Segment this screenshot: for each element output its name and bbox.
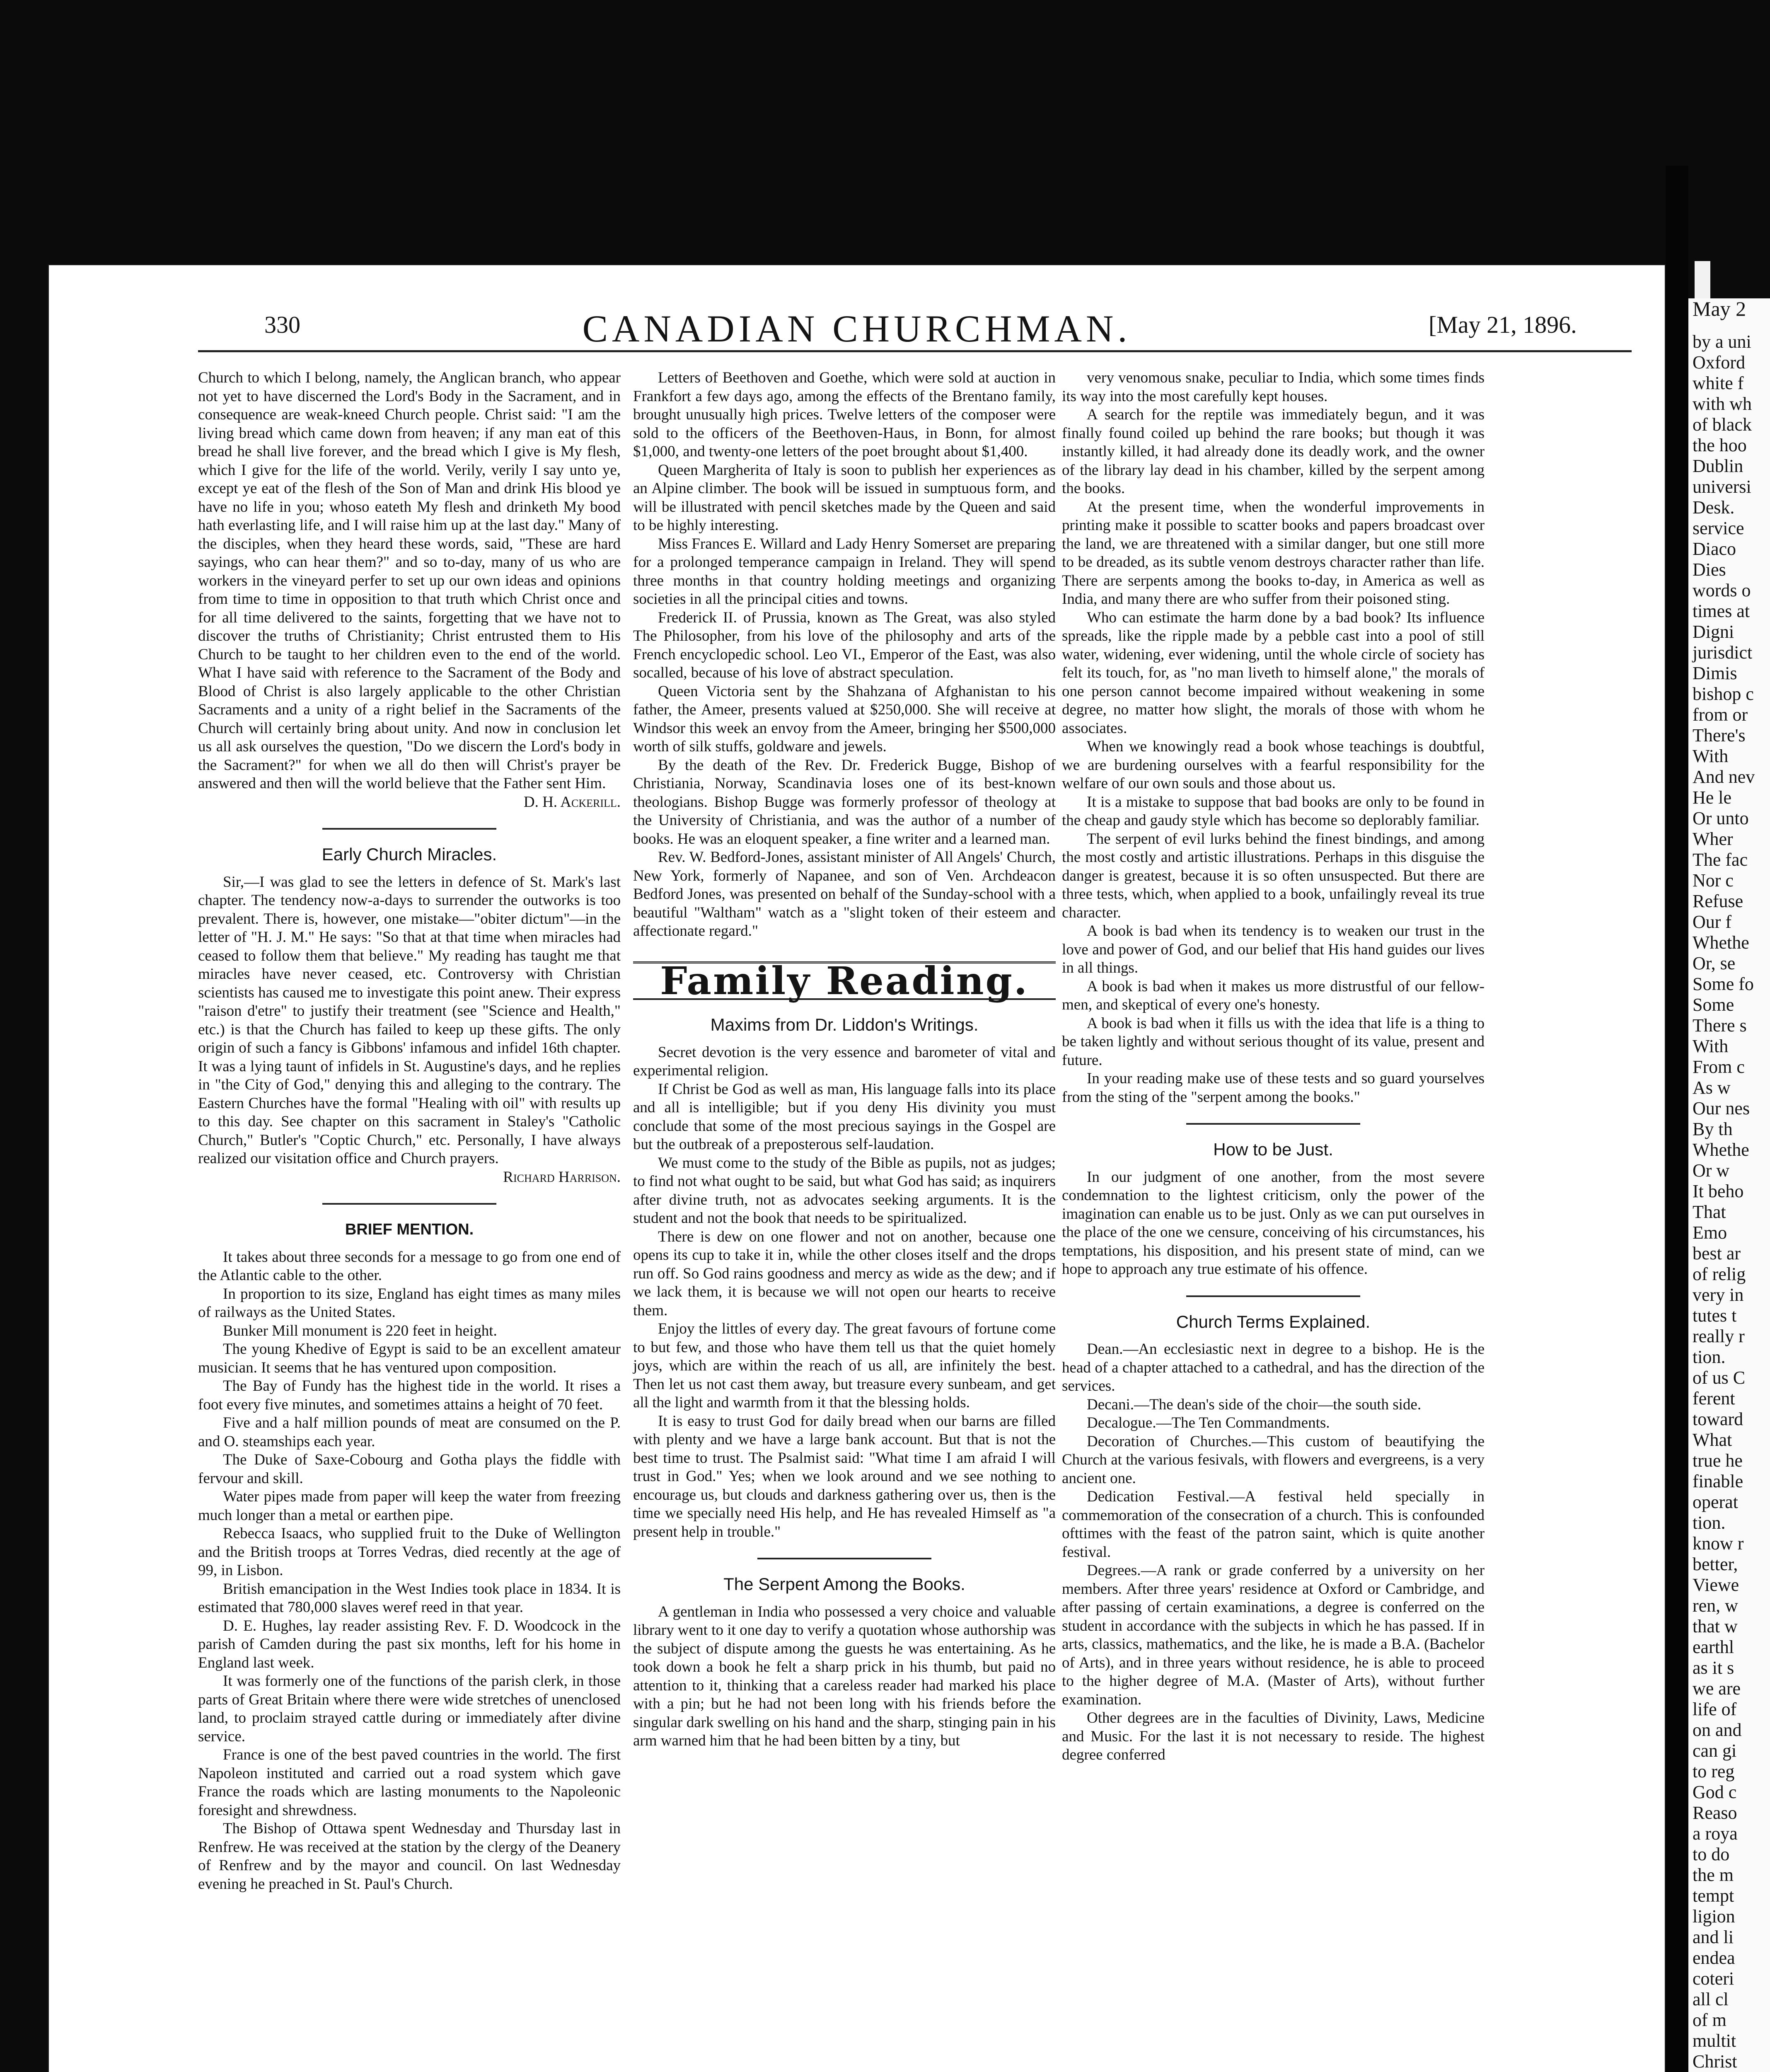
adjacent-line: Some [1693, 995, 1734, 1015]
adjacent-line: There s [1693, 1015, 1747, 1036]
adjacent-line: Dies [1693, 559, 1726, 580]
brief-mention-item: D. E. Hughes, lay reader assisting Rev. F. D. Woodcock in the parish of Camden during the past six months, left for his home in England last week. [198, 1617, 621, 1671]
maxims-heading: Maxims from Dr. Liddon's Writings. [710, 1015, 979, 1034]
adjacent-line: What [1693, 1430, 1732, 1450]
brief-mention-item: Five and a half million pounds of meat are consumed on the P. and O. steamships each year. [198, 1414, 621, 1450]
adjacent-line: the hoo [1693, 435, 1747, 455]
term-definition: Dean.—An ecclesiastic next in degree to a bishop. He is the head of a chapter attached to a cathedral, and has the direction of the services. [1062, 1341, 1485, 1394]
adjacent-line: of relig [1693, 1264, 1746, 1284]
column-3 [1062, 369, 1485, 1765]
term-definition: Decalogue.—The Ten Commandments. [1087, 1414, 1330, 1431]
adjacent-line: Or, se [1693, 953, 1736, 973]
adjacent-line: Our f [1693, 912, 1732, 932]
terms-list [1062, 1340, 1485, 1765]
adjacent-line: There's [1693, 725, 1746, 746]
news-note: Queen Margherita of Italy is soon to publish her experiences as an Alpine climber. The book will be issued in sumptuous form, and will be illustrated with pencil sketches made by the Queen and said to be highly interesting. [633, 461, 1056, 534]
adjacent-line: as it s [1693, 1658, 1734, 1678]
adjacent-line: white f [1693, 373, 1744, 393]
adjacent-line: Our nes [1693, 1098, 1750, 1118]
adjacent-line: to reg [1693, 1761, 1735, 1782]
brief-mention-item: The Bishop of Ottawa spent Wednesday and Thursday last in Renfrew. He was received at the station by the clergy of the Deanery of Renfrew and by the mayor and council. On last Wednesday evening he preached in St. Paul's Church. [198, 1820, 621, 1893]
news-note: By the death of the Rev. Dr. Frederick Bugge, Bishop of Christiania, Norway, Scandinavia loses one of its best-known theologians. Bishop Bugge was formerly professor of theology at the University of Christiania, and was the author of a number of books. He was an eloquent speaker, a fine writer and a learned man. [633, 756, 1056, 847]
section-divider [1186, 1295, 1360, 1297]
brief-mention-item: The young Khedive of Egypt is said to be an excellent amateur musician. It seems that he has ventured upon composition. [198, 1341, 621, 1376]
adjacent-line: And nev [1693, 767, 1755, 787]
adjacent-line: Diaco [1693, 539, 1736, 559]
maxim-paragraph: Enjoy the littles of every day. The great favours of fortune come to but few, and those who have them tell us that the quiet homely joys, which are within the reach of us all, are infinitely the best. Then let us not cast them away, but treasure every sunbeam, and get all the light and warmth from it that the blessing holds. [633, 1320, 1056, 1411]
adjacent-line: with wh [1693, 394, 1752, 414]
serpent-paragraph: A book is bad when its tendency is to weaken our trust in the love and power of God, and our belief that His hand guides our lives in all things. [1062, 922, 1485, 976]
serpent-paragraph: very venomous snake, peculiar to India, which some times finds its way into the most carefully kept houses. [1062, 369, 1485, 405]
adjacent-line: Wher [1693, 829, 1733, 849]
adjacent-line: Or unto [1693, 808, 1749, 828]
term-definition: Dedication Festival.—A festival held specially in commemoration of the consecration of a church. This is confounded ofttimes with the feast of the patron saint, which is quite another festival. [1062, 1488, 1485, 1561]
serpent-paragraph: A book is bad when it fills us with the idea that life is a thing to be taken lightly and without serious thought of its value, present and future. [1062, 1014, 1485, 1069]
adjacent-line: know r [1693, 1533, 1744, 1554]
adjacent-line: As w [1693, 1077, 1731, 1098]
adjacent-line: from or [1693, 704, 1748, 725]
adjacent-line: jurisdict [1693, 642, 1753, 663]
brief-mention-list [198, 1248, 621, 1894]
maxim-paragraph: We must come to the study of the Bible as pupils, not as judges; to find not what ought to be said, but what God has said; as inquirers after divine truth, not as advocates seeking arguments. It is the student and not the book that needs to be spiritualized. [633, 1154, 1056, 1227]
adjacent-page-header: May 2 [1693, 298, 1746, 320]
just-body: In our judgment of one another, from the most severe condemnation to the lightest criticism, only the power of the imagination can enable us to be just. Only as we can put ourselves in the place of the one we censure, conceiving of his circumstances, his temptations, his disposition, and his present state of mind, can we hope to approach any true estimate of his offence. [1062, 1168, 1485, 1278]
adjacent-line: tion. [1693, 1347, 1726, 1367]
news-note: Miss Frances E. Willard and Lady Henry Somerset are preparing for a prolonged temperance campaign in Ireland. They will spend three months in that country holding meetings and organizing societies in all the principal cities and towns. [633, 535, 1056, 608]
adjacent-line: words o [1693, 580, 1751, 600]
masthead: CANADIAN CHURCHMAN. [582, 307, 1132, 350]
term-definition: Degrees.—A rank or grade conferred by a university on her members. After three years' residence at Oxford or Cambridge, and after passing of certain examinations, a degree is conferred on the student in accordance with the subjects in which he has passed. If in arts, classics, mathematics, and the like, he is made a B.A. (Bachelor of Arts), and in three years without residence, he is able to proceed to the higher degree of M.A. (Master of Arts), without further examination. [1062, 1562, 1485, 1708]
adjacent-line: Viewe [1693, 1575, 1739, 1595]
section-divider [757, 1558, 931, 1559]
adjacent-line: That [1693, 1202, 1726, 1222]
brief-mention-item: British emancipation in the West Indies took place in 1834. It is estimated that 780,000 slaves weref reed in that year. [198, 1580, 621, 1616]
adjacent-line: we are [1693, 1678, 1741, 1699]
brief-mention-item: France is one of the best paved countries in the world. The first Napoleon instituted and carried out a road system which gave France the roads which are lasting monuments to the Napoleonic foresight and shrewdness. [198, 1746, 621, 1819]
miracles-signature: Richard Harrison. [503, 1168, 621, 1186]
adjacent-line: on and [1693, 1720, 1742, 1740]
brief-mention-item: In proportion to its size, England has eight times as many miles of railways as the United States. [198, 1285, 621, 1321]
adjacent-line: Emo [1693, 1222, 1727, 1243]
section-divider [322, 1203, 496, 1205]
adjacent-line: By th [1693, 1119, 1733, 1139]
adjacent-line: Christ [1693, 2051, 1737, 2072]
adjacent-line: by a uni [1693, 332, 1751, 352]
adjacent-line: Whethe [1693, 932, 1749, 953]
adjacent-line: Whethe [1693, 1140, 1749, 1160]
adjacent-line: best ar [1693, 1243, 1741, 1264]
maxim-paragraph: It is easy to trust God for daily bread when our barns are filled with plenty and we have a large bank account. But that is not the best time to trust. The Psalmist said: "What time I am afraid I will trust in God." Yes; when we look around and we see nothing to encourage us, but clouds and darkness gathering over us, then is the time we specially need His help, and He has revealed Himself as "a present help in trouble." [633, 1412, 1056, 1540]
adjacent-line: that w [1693, 1616, 1738, 1636]
adjacent-line: earthl [1693, 1637, 1734, 1657]
term-definition: Decani.—The dean's side of the choir—the south side. [1087, 1396, 1422, 1413]
serpent-paragraph: At the present time, when the wonderful improvements in printing make it possible to scatter books and papers broadcast over the land, we are threatened with a similar danger, but one still more to be dreaded, as its subtle venom destroys character rather than life. There are serpents among the books to-day, in America as well as India, and many there are who suffer from their poisoned sting. [1062, 498, 1485, 608]
adjacent-line: Dublin [1693, 456, 1743, 476]
adjacent-line: ferent [1693, 1388, 1735, 1409]
serpent-paragraph: It is a mistake to suppose that bad books are only to be found in the cheap and gaudy style which has become so deplorably familiar. [1062, 793, 1485, 829]
miracles-heading: Early Church Miracles. [322, 845, 497, 864]
serpent-paragraph: In your reading make use of these tests and so guard yourselves from the sting of the "serpent among the books." [1062, 1070, 1485, 1106]
column-1 [198, 369, 621, 1893]
adjacent-line: Dimis [1693, 663, 1737, 683]
header-rule [198, 350, 1632, 352]
adjacent-line: universi [1693, 477, 1751, 497]
adjacent-line: tempt [1693, 1886, 1734, 1906]
adjacent-line: true he [1693, 1450, 1743, 1471]
adjacent-line: tutes t [1693, 1305, 1737, 1326]
letter-body: Church to which I belong, namely, the Anglican branch, who appear not yet to have discerned the Lord's Body in the Sacrament, and in consequence are weak-kneed Church people. Christ said: "I am the living bread which came down from heaven; if any man eat of this bread he shall live forever, and the bread which I give is My flesh, which I give for the life of the world. Verily, verily I say unto ye, except ye eat of the flesh of the Son of Man and drink His blood ye have no life in you; whoso eateth My flesh and drinketh My bood hath everlasting life, and I will raise him up at the last day." Many of the disciples, when they heard these words, said, "These are hard sayings, who can hear them?" and so to-day, many of us who are workers in the vineyard perfer to set up our own ideas and opinions from time to time in opposition to that truth which Christ once and for all time delivered to the saints, forgetting that we have not to discover the truths of Christianity; Christ entrusted them to His Church to be taught to her children even to the end of the world. What I have said with reference to the Sacrament of the Body and Blood of Christ is also largely applicable to the other Christian Sacraments and a unity of a right belief in the Sacraments of the Church will certainly bring about unity. And now in conclusion let us all ask ourselves the question, "Do we discern the Lord's body in the Sacrament?" for when we all do then will Christ's prayer be answered and then will the world believe that the Father sent Him. [198, 369, 621, 792]
adjacent-line: The fac [1693, 850, 1748, 870]
adjacent-line: better, [1693, 1554, 1738, 1574]
adjacent-page-edge [1688, 298, 1770, 2072]
brief-mention-item: Rebecca Isaacs, who supplied fruit to the Duke of Wellington and the British troops at Torres Vedras, died recently at the age of 99, in Lisbon. [198, 1525, 621, 1579]
adjacent-line: very in [1693, 1285, 1744, 1305]
adjacent-line: service [1693, 518, 1744, 538]
adjacent-line: a roya [1693, 1823, 1738, 1844]
adjacent-line: God c [1693, 1782, 1737, 1802]
serpent-paragraph: Who can estimate the harm done by a bad book? Its influence spreads, like the ripple made by a pebble cast into a pool of still water, widening, ever widening, until the whole circle of society has felt its touch, for, as "no man liveth to himself alone," the morals of one person cannot become impaired without weakening in some degree, no matter how slight, the morals of those with whom he associates. [1062, 609, 1485, 737]
adjacent-line: Refuse [1693, 891, 1743, 911]
column-2 [633, 369, 1056, 1750]
adjacent-line: Nor c [1693, 870, 1734, 891]
issue-date: [May 21, 1896. [1429, 311, 1577, 338]
adjacent-line: and li [1693, 1927, 1734, 1947]
terms-heading: Church Terms Explained. [1176, 1312, 1371, 1331]
brief-mention-item: It was formerly one of the functions of the parish clerk, in those parts of Great Britain where there were wide stretches of unenclosed land, to proclaim strayed cattle during or immediately after divine service. [198, 1673, 621, 1745]
serpent-paragraph: A book is bad when it makes us more distrustful of our fellow-men, and skeptical of every one's honesty. [1062, 978, 1485, 1013]
adjacent-line: ren, w [1693, 1595, 1738, 1616]
adjacent-line: With [1693, 1036, 1729, 1056]
serpent-continuation [1062, 369, 1485, 1106]
adjacent-line: coteri [1693, 1968, 1734, 1989]
brief-mention-item: Bunker Mill monument is 220 feet in height. [223, 1322, 497, 1339]
page-header [49, 307, 1665, 350]
serpent-paragraph: When we knowingly read a book whose teachings is doubtful, we are burdening ourselves with a fearful responsibility for the welfare of our own souls and those about us. [1062, 738, 1485, 792]
brief-mention-item: Water pipes made from paper will keep the water from freezing much longer than a metal or earthen pipe. [198, 1488, 621, 1524]
maxims-list [633, 1043, 1056, 1542]
adjacent-line: Digni [1693, 622, 1734, 642]
brief-mention-item: The Bay of Fundy has the highest tide in the world. It rises a foot every five minutes, and sometimes attains a height of 70 feet. [198, 1377, 621, 1413]
term-definition: Other degrees are in the faculties of Divinity, Laws, Medicine and Music. For the last it is not necessary to reside. The highest degree conferred [1062, 1709, 1485, 1763]
adjacent-line: really r [1693, 1326, 1745, 1346]
adjacent-line: Some fo [1693, 974, 1754, 994]
adjacent-line: can gi [1693, 1740, 1737, 1761]
brief-mention-item: It takes about three seconds for a message to go from one end of the Atlantic cable to the other. [198, 1248, 621, 1284]
letter-signature: D. H. Ackerill. [523, 793, 621, 811]
adjacent-line: ligion [1693, 1906, 1735, 1927]
adjacent-line: Reaso [1693, 1803, 1737, 1823]
adjacent-line: all cl [1693, 1989, 1729, 2009]
brief-mention-item: The Duke of Saxe-Cobourg and Gotha plays the fiddle with fervour and skill. [198, 1451, 621, 1487]
term-definition: Decoration of Churches.—This custom of beautifying the Church at the various fesivals, with flowers and evergreens, is a very ancient one. [1062, 1433, 1485, 1487]
adjacent-line: of black [1693, 414, 1752, 435]
section-divider [1186, 1123, 1360, 1125]
miracles-body: Sir,—I was glad to see the letters in defence of St. Mark's last chapter. The tendency now-a-days to surrender the outworks is too prevalent. There is, however, one mistake—"obiter dictum"—in the letter of "H. J. M." He says: "So that at that time when miracles had ceased to follow them that believe." My reading has taught me that miracles have never ceased, etc. Controversy with Christian scientists has caused me to investigate this point anew. Their express "raison d'etre" to justify their treatment (see "Science and Health," etc.) is that the Church has failed to keep up these gifts. The only origin of such a fancy is Gibbons' infamous and infidel 16th chapter. It was a lying taunt of infidels in St. Augustine's days, and he replies in "the City of God," denying this and alleging to the contrary. The Eastern Churches have the formal "Healing with oil" with results up to this day. See chapter on this sacrament in Staley's "Catholic Church," Butler's "Coptic Church," etc. Personally, I have always realized our visitation office and Church prayers. [198, 873, 621, 1167]
news-note: Letters of Beethoven and Goethe, which were sold at auction in Frankfort a few days ago, among the effects of the Brentano family, brought unusually high prices. Twelve letters of the composer were sold to the officers of the Beethoven-Haus, in Bonn, for almost $1,000, and twenty-one letters of the poet brought about $1,400. [633, 369, 1056, 460]
adjacent-line: Oxford [1693, 352, 1746, 373]
adjacent-line: toward [1693, 1409, 1743, 1429]
adjacent-line: With [1693, 746, 1729, 766]
maxim-paragraph: There is dew on one flower and not on another, because one opens its cup to take it in, while the other closes itself and the drops run off. So God rains goodness and mercy as wide as the dew; and if we lack them, it is because we will not open our hearts to receive them. [633, 1228, 1056, 1319]
page-number: 330 [264, 311, 300, 338]
adjacent-page-text [1688, 332, 1770, 2072]
adjacent-line: to do [1693, 1844, 1730, 1864]
adjacent-line: endea [1693, 1948, 1735, 1968]
just-heading: How to be Just. [1213, 1140, 1333, 1159]
adjacent-line: finable [1693, 1471, 1743, 1491]
serpent-paragraph: A search for the reptile was immediately begun, and it was finally found coiled up behind the rare books; but though it was instantly killed, it had already done its deadly work, and the owner of the library lay dead in his chamber, killed by the serpent among the books. [1062, 406, 1485, 497]
brief-mention-heading: BRIEF MENTION. [345, 1221, 474, 1238]
adjacent-line: bishop c [1693, 684, 1754, 704]
adjacent-line: operat [1693, 1492, 1738, 1512]
adjacent-line: of m [1693, 2010, 1726, 2030]
family-reading-heading: Family Reading. [633, 961, 1056, 1000]
binding-gutter [1666, 166, 1688, 2072]
news-note: Frederick II. of Prussia, known as The Great, was also styled The Philosopher, from his love of the philosophy and arts of the French encyclopedic school. Leo VI., Emperor of the East, was also socalled, because of his love of abstract speculation. [633, 609, 1056, 681]
maxim-paragraph: Secret devotion is the very essence and barometer of vital and experimental religion. [633, 1043, 1056, 1079]
adjacent-line: times at [1693, 601, 1750, 621]
news-note: Rev. W. Bedford-Jones, assistant minister of All Angels' Church, New York, formerly of Napanee, and son of Ven. Archdeacon Bedford Jones, was presented on behalf of the Sunday-school with a beautiful "Waltham" watch as a "slight token of their esteem and affectionate regard." [633, 849, 1056, 939]
news-notes-list [633, 369, 1056, 941]
serpent-paragraph: The serpent of evil lurks behind the finest bindings, and among the most costly and artistic illustrations. Perhaps in this disguise the danger is greatest, because it is so often unsuspected. But there are three tests, which, when applied to a book, unfailingly reveal its true character. [1062, 830, 1485, 921]
adjacent-line: It beho [1693, 1181, 1744, 1201]
adjacent-line: multit [1693, 2031, 1736, 2051]
section-divider [322, 828, 496, 830]
adjacent-line: Desk. [1693, 497, 1735, 518]
adjacent-line: Or w [1693, 1160, 1730, 1181]
serpent-body-start: A gentleman in India who possessed a very choice and valuable library went to it one day to verify a quotation whose authorship was the subject of dispute among the guests he was entertaining. As he took down a book he felt a sharp prick in his thumb, but paid no attention to it, thinking that a careless reader had marked his place with a pin; but he had not been long with his friends before the singular dark swelling on his hand and the sharp, stinging pain in his arm warned him that he had been bitten by a tiny, but [633, 1603, 1056, 1749]
serpent-heading: The Serpent Among the Books. [723, 1574, 965, 1594]
adjacent-line: He le [1693, 787, 1732, 808]
maxim-paragraph: If Christ be God as well as man, His language falls into its place and all is intelligible; but if you deny His divinity you must conclude that some of the most precious sayings in the Gospel are but the outbreak of a preposterous self-laudation. [633, 1080, 1056, 1153]
news-note: Queen Victoria sent by the Shahzana of Afghanistan to his father, the Ameer, presents valued at $250,000. She will receive at Windsor this week an envoy from the Ameer, bringing her $500,000 worth of silk stuffs, goldware and jewels. [633, 683, 1056, 755]
adjacent-line: the m [1693, 1865, 1734, 1885]
adjacent-line: tion. [1693, 1513, 1726, 1533]
newspaper-page [49, 265, 1665, 2072]
adjacent-line: life of [1693, 1699, 1737, 1719]
adjacent-line: From c [1693, 1057, 1745, 1077]
adjacent-line: of us C [1693, 1368, 1746, 1388]
